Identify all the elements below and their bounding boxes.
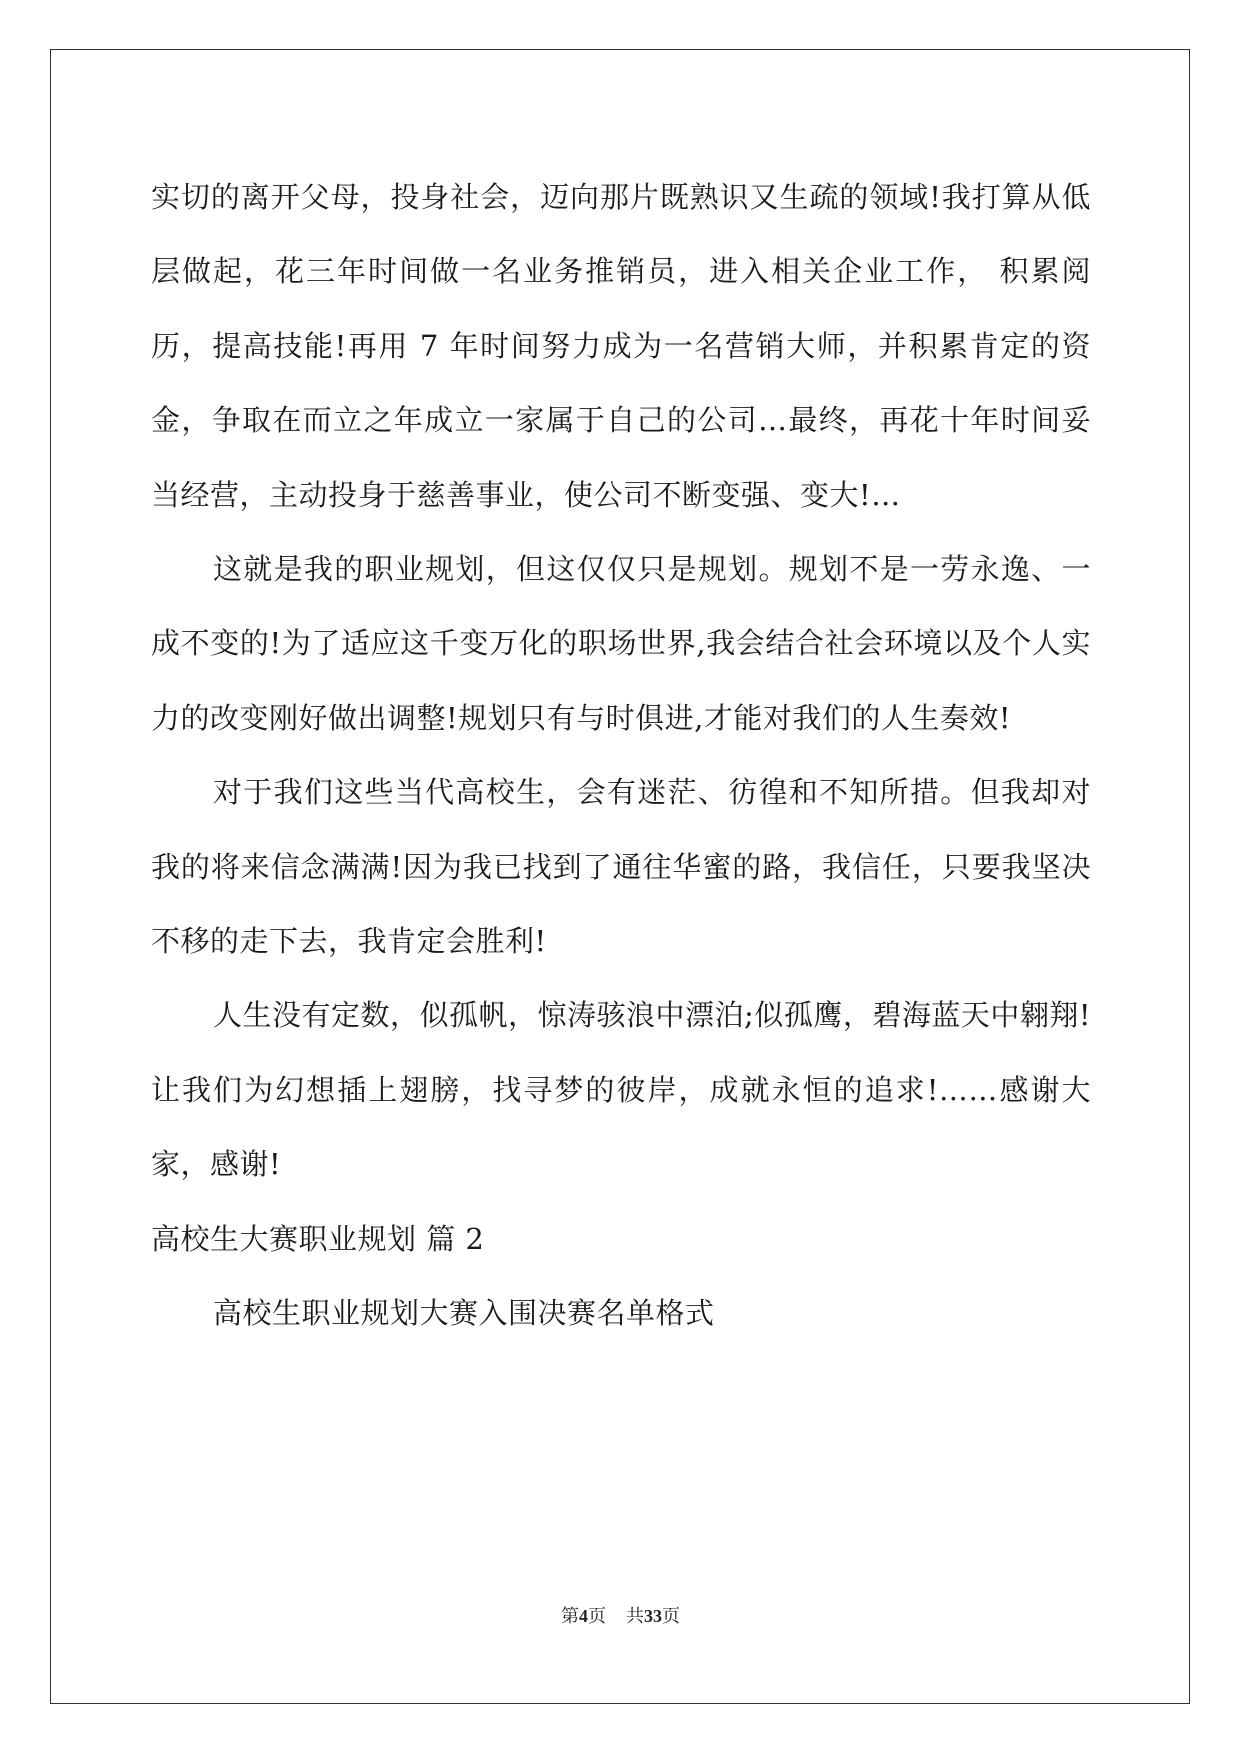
- paragraph-plan-adjustment: 这就是我的职业规划，但这仅仅只是规划。规划不是一劳永逸、一成不变的!为了适应这千变万化的职场世界,我会结合社会环境以及个人实力的改变刚好做出调整!规划只有与时俱进,才能对我们的人生奏效!: [151, 552, 1091, 735]
- footer-page-suffix: 页: [588, 1606, 606, 1626]
- document-body: [151, 160, 1091, 1351]
- footer-total-prefix: 共: [626, 1606, 644, 1626]
- page-footer: [0, 1602, 1241, 1628]
- paragraph-career-plan-steps: 实切的离开父母，投身社会，迈向那片既熟识又生疏的领域!我打算从低层做起，花三年时间做一名业务推销员，进入相关企业工作， 积累阅历，提高技能!再用 7 年时间努力成为一名营销大师，并积累肯定的资金，争取在而立之年成立一家属于自己的公司…最终，再花十年时间妥当经营，主动投身于慈善事业，使公司不断变强、变大!…: [151, 180, 1091, 512]
- footer-total-pages: 33: [644, 1606, 662, 1626]
- paragraph-future-confidence: 对于我们这些当代高校生，会有迷茫、彷徨和不知所措。但我却对我的将来信念满满!因为我已找到了通往华蜜的路，我信任，只要我坚决不移的走下去，我肯定会胜利!: [151, 775, 1091, 959]
- footer-total-suffix: 页: [662, 1606, 680, 1626]
- paragraph-closing-thanks: 人生没有定数，似孤帆，惊涛骇浪中漂泊;似孤鹰，碧海蓝天中翱翔!让我们为幻想插上翅膀，找寻梦的彼岸，成就永恒的追求!……感谢大家，感谢!: [151, 998, 1091, 1182]
- footer-page-number: 4: [579, 1606, 588, 1626]
- footer-prefix: 第: [561, 1606, 579, 1626]
- section-heading: 高校生大赛职业规划 篇 2: [151, 1221, 485, 1256]
- section-subtitle: 高校生职业规划大赛入围决赛名单格式: [213, 1296, 715, 1331]
